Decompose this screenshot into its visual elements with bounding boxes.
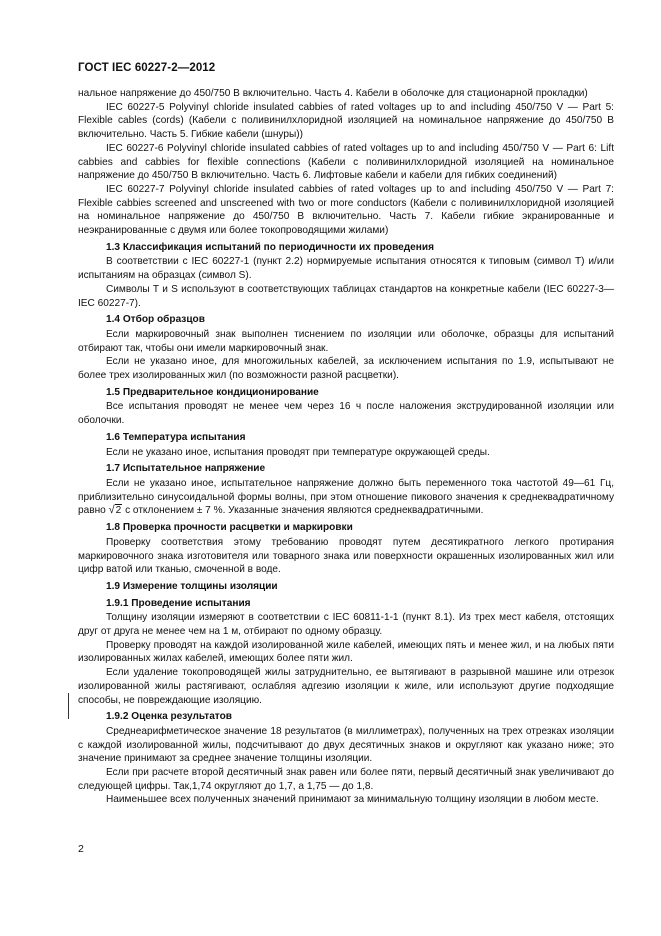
paragraph-text: с отклонением ± 7 %. Указанные значения являются среднеквадратичными.: [122, 505, 484, 517]
paragraph: Символы Т и S используют в соответствующих таблицах стандартов на конкретные кабели (IEC 60227-3—IEC 60227-7).: [78, 283, 614, 309]
paragraph: Проверку проводят на каждой изолированной жиле кабелей, имеющих пять и менее жил, и на любых пяти изолированных жилах кабелей, имеющих более пяти жил.: [78, 639, 614, 665]
paragraph: Если удаление токопроводящей жилы затруднительно, ее вытягивают в разрывной машине или отрезок изолированной жилы растягивают, ослабляя адгезию изоляции к жиле, или используют другие подходящие способы, не повреждающие изоляцию.: [78, 667, 614, 706]
section-heading: 1.7 Испытательное напряжение: [106, 463, 266, 475]
paragraph-text: Если не указано иное, испытательное напряжение должно быть переменного тока частотой 49—61 Гц, приблизительно синусоидальной формы волны, при этом отношение пикового значения к среднеквадратичному равно: [78, 477, 614, 517]
radicand: 2: [115, 505, 122, 517]
page-number: 2: [78, 843, 84, 855]
document-header: ГОСТ IEC 60227-2—2012: [78, 62, 216, 74]
revision-bar: [68, 693, 69, 719]
section-heading: 1.8 Проверка прочности расцветки и маркировки: [106, 522, 353, 534]
section-heading: 1.9 Измерение толщины изоляции: [106, 580, 278, 592]
document-body: [78, 87, 614, 807]
paragraph: [78, 477, 614, 518]
paragraph: Наименьшее всех полученных значений принимают за минимальную толщину изоляции в любом месте.: [106, 794, 599, 806]
paragraph: Если не указано иное, испытания проводят при температуре окружающей среды.: [106, 446, 490, 458]
paragraph: Если маркировочный знак выполнен тиснением по изоляции или оболочке, образцы для испытаний отбирают так, чтобы они имели маркировочный знак.: [78, 328, 614, 354]
section-heading: 1.3 Классификация испытаний по периодичности их проведения: [106, 241, 434, 253]
section-heading: 1.5 Предварительное кондиционирование: [106, 386, 319, 398]
paragraph: IEC 60227-7 Polyvinyl chloride insulated cabbies of rated voltages up to and including 450/750 V — Part 7: Flexible cabbies screened and unscreened with two or more conductors (Кабели с поливинилхлоридной изоляцией на номинальное напряжение до 450/750 В включительно. Часть 7. Кабели гибкие экранированные и неэкранированные с двумя или более токопроводящими жилами): [78, 183, 614, 237]
paragraph: IEC 60227-5 Polyvinyl chloride insulated cabbies of rated voltages up to and including 450/750 V — Part 5: Flexible cables (cords) (Кабели с поливинилхлоридной изоляцией на номинальное напряжение до 450/750 В включительно. Часть 5. Гибкие кабели (шнуры)): [78, 101, 614, 141]
square-root-symbol: [109, 505, 123, 516]
radical-sign: √: [108, 504, 115, 517]
paragraph: Проверку соответствия этому требованию проводят путем десятикратного легкого протирания маркировочного знака изготовителя или товарного знака или поверхности окрашенных изолированных жил или цифр ватой или тканью, смоченной в воде.: [78, 536, 614, 576]
document-page: [78, 62, 614, 807]
paragraph: Если не указано иное, для многожильных кабелей, за исключением испытания по 1.9, испытывают не более трех изолированных жил (по возможности разной расцветки).: [78, 356, 614, 382]
section-heading: 1.4 Отбор образцов: [106, 314, 205, 326]
paragraph: Толщину изоляции измеряют в соответствии с IEC 60811-1-1 (пункт 8.1). Из трех мест кабеля, отстоящих друг от друга не менее чем на 1 м, отбирают по одному образцу.: [78, 612, 614, 638]
paragraph: Среднеарифметическое значение 18 результатов (в миллиметрах), полученных на трех отрезках изоляции с каждой изолированной жилы, подсчитывают до двух десятичных знаков и округляют как указано ниже; это значение принимают за среднее значение толщины изоляции.: [78, 725, 614, 765]
paragraph: IEC 60227-6 Polyvinyl chloride insulated cabbies of rated voltages up to and including 450/750 V — Part 6: Lift cabbies and cabbies for flexible connections (Кабели с поливинилхлоридной изоляцией на номинальное напряжение до 450/750 В включительно. Часть 6. Лифтовые кабели и кабели для гибких соединений): [78, 142, 614, 182]
section-heading: 1.6 Температура испытания: [106, 431, 246, 443]
paragraph: Все испытания проводят не менее чем через 16 ч после наложения экструдированной изоляции или оболочки.: [78, 401, 614, 427]
section-heading: 1.9.1 Проведение испытания: [106, 597, 251, 609]
paragraph-continuation: нальное напряжение до 450/750 В включительно. Часть 4. Кабели в оболочке для стационарной прокладки): [78, 88, 588, 99]
paragraph: Если при расчете второй десятичный знак равен или более пяти, первый десятичный знак увеличивают до следующей цифры. Так,1,74 округляют до 1,7, а 1,75 — до 1,8.: [78, 767, 614, 792]
section-heading: 1.9.2 Оценка результатов: [106, 711, 232, 723]
paragraph: В соответствии с IEC 60227-1 (пункт 2.2) нормируемые испытания относятся к типовым (символ Т) и/или испытаниям на образцах (символ S).: [78, 256, 614, 282]
